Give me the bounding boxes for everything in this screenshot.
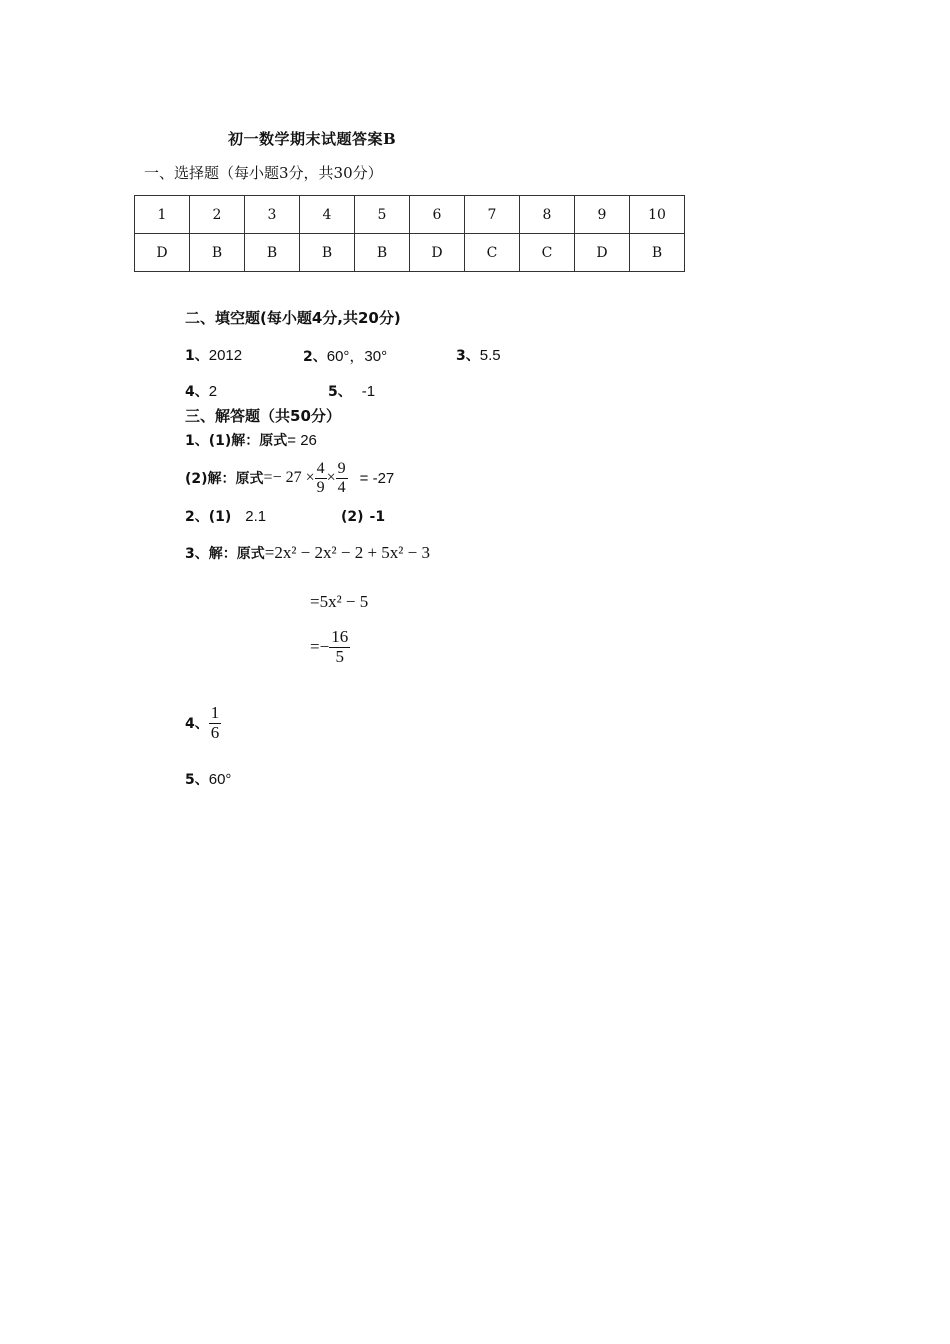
q3-label: 3、解：原式 [185,546,265,562]
page-title: 初一数学期末试题答案B [228,130,397,148]
q3-line3-prefix: =− [310,637,330,657]
denominator: 5 [335,646,344,666]
numerator: 1 [210,703,220,722]
q2-value-2: -1 [369,509,386,525]
q3-line3 [310,628,350,666]
answer-cell: D [410,234,465,272]
denominator: 9 [316,478,325,496]
q3-line2: =5x² − 5 [310,592,369,611]
question-number: 8 [520,196,575,234]
question-number: 3 [245,196,300,234]
numerator: 4 [316,459,325,477]
item-label: 4、 [185,384,209,400]
answer-cell: B [245,234,300,272]
fill-item-3 [456,345,501,365]
fill-item-4 [185,381,217,401]
denominator: 4 [337,478,346,496]
question-number: 7 [465,196,520,234]
fraction [209,704,222,742]
answer-cell: B [300,234,355,272]
section2-heading: 二、填空题(每小题4分,共20分) [185,309,401,327]
q2-label-2: (2) [341,509,364,525]
q1b-label: (2)解：原式 [185,471,264,487]
table-row [135,234,685,272]
denominator: 6 [210,722,220,742]
item-label: 1、 [185,348,209,364]
times-sign: × [326,469,336,486]
item-value: -1 [361,383,376,400]
q4 [185,704,221,742]
question-number: 4 [300,196,355,234]
question-number: 6 [410,196,465,234]
answer-cell: B [190,234,245,272]
numerator: 9 [337,459,346,477]
answer-cell: B [630,234,685,272]
section3-heading: 三、解答题（共50分） [185,407,341,425]
numerator: 16 [331,627,349,646]
q5 [185,769,231,789]
item-label: 3、 [456,348,480,364]
q1b-result: = -27 [359,469,395,487]
item-value: 2 [208,383,218,400]
q2-part2 [341,506,385,525]
item-value: 2012 [208,347,243,364]
q2 [185,506,266,526]
q1a [185,430,317,450]
q1a-value: = 26 [287,432,317,449]
answer-cell: D [575,234,630,272]
question-number: 5 [355,196,410,234]
q1b-prefix: =− 27 × [263,469,315,486]
fraction [315,460,327,496]
q5-value: 60° [208,771,232,788]
answer-cell: B [355,234,410,272]
item-value: 60°，30° [326,348,388,365]
q5-label: 5、 [185,772,209,788]
question-number: 10 [630,196,685,234]
question-number: 2 [190,196,245,234]
q3-line1: =2x² − 2x² − 2 + 5x² − 3 [264,543,430,562]
question-number: 1 [135,196,190,234]
q2-value-1: 2.1 [245,508,267,525]
q1a-label: 1、(1)解：原式 [185,433,288,449]
fraction [336,460,348,496]
table-row [135,196,685,234]
fill-item-1 [185,345,242,365]
q1b [185,455,394,501]
answer-table [134,195,685,272]
answer-cell: D [135,234,190,272]
section1-heading: 一、选择题（每小题3分，共30分） [144,164,383,182]
q2-label-1: 2、(1) [185,509,232,525]
q4-label: 4、 [185,716,209,733]
fill-item-2 [303,345,387,366]
q3 [185,543,430,563]
question-number: 9 [575,196,630,234]
answer-cell: C [520,234,575,272]
item-label: 2、 [303,349,327,365]
item-value: 5.5 [479,347,501,364]
answer-cell: C [465,234,520,272]
fraction [329,628,350,666]
item-label: 5、 [328,384,352,400]
fill-item-5 [328,381,375,401]
